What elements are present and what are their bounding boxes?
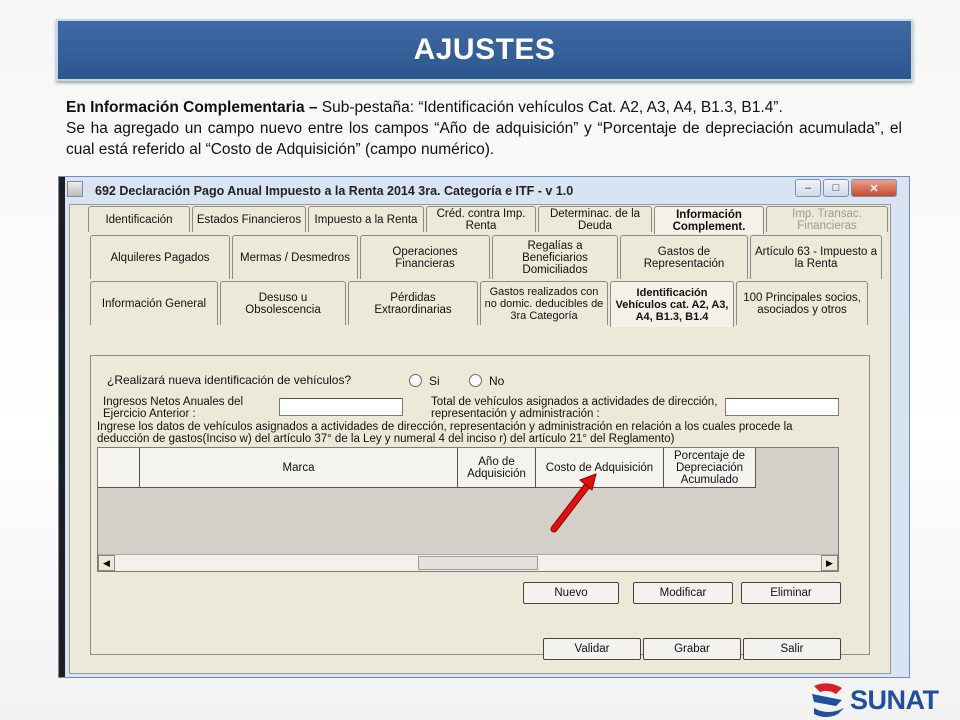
tab-impuesto-renta[interactable]: Impuesto a la Renta: [308, 206, 424, 232]
grid-header-costo[interactable]: Costo de Adquisición: [536, 448, 664, 488]
tab-perdidas-extraordinarias[interactable]: Pérdidas Extraordinarias: [348, 281, 478, 325]
eliminar-button[interactable]: Eliminar: [741, 582, 841, 604]
tab-articulo-63[interactable]: Artículo 63 - Impuesto a la Renta: [750, 235, 882, 279]
modificar-button[interactable]: Modificar: [633, 582, 733, 604]
scroll-thumb[interactable]: [418, 556, 538, 570]
grid-header-porcentaje[interactable]: Porcentaje de Depreciación Acumulado: [664, 448, 756, 488]
validar-button[interactable]: Validar: [543, 638, 641, 660]
grid-horizontal-scrollbar[interactable]: [98, 554, 838, 571]
question-label: ¿Realizará nueva identificación de vehículos?: [107, 373, 352, 387]
tab-identificacion[interactable]: Identificación: [88, 206, 190, 232]
window-controls: [795, 179, 897, 197]
scroll-left-icon[interactable]: ◀: [98, 555, 115, 571]
window-title: 692 Declaración Pago Anual Impuesto a la Renta 2014 3ra. Categoría e ITF - v 1.0: [95, 184, 574, 198]
paragraph-1-bold: En Información Complementaria –: [66, 99, 318, 116]
slide-title: [56, 19, 913, 81]
tab-alquileres-pagados[interactable]: Alquileres Pagados: [90, 235, 230, 279]
minimize-button[interactable]: –: [795, 179, 821, 197]
tab-gastos-representacion[interactable]: Gastos de Representación: [620, 235, 748, 279]
slide-description: [66, 97, 902, 160]
radio-si-label: Si: [429, 374, 440, 388]
ingresos-netos-label: Ingresos Netos Anuales del Ejercicio Anterior :: [103, 396, 244, 420]
ingresos-netos-input[interactable]: [279, 398, 403, 416]
sunat-logo-text: SUNAT: [850, 684, 939, 715]
vehicles-grid[interactable]: [97, 447, 839, 572]
tab-desuso-obsolescencia[interactable]: Desuso u Obsolescencia: [220, 281, 346, 325]
tab-operaciones-financieras[interactable]: Operaciones Financieras: [360, 235, 490, 279]
tab-cred-contra-imp[interactable]: Créd. contra Imp. Renta: [426, 206, 536, 232]
sunat-logo: [806, 680, 960, 720]
salir-button[interactable]: Salir: [743, 638, 841, 660]
paragraph-1-rest: Sub-pestaña: “Identificación vehículos Cat. A2, A3, A4, B1.3, B1.4”.: [317, 99, 783, 116]
tab-determinac-deuda[interactable]: Determinac. de la Deuda: [538, 206, 652, 232]
instructions-text: Ingrese los datos de vehículos asignados a actividades de dirección, representación y administración en relación a los cuales procede la deducción de gastos(Inciso w) del artículo 37° de la Ley y numeral 4 del inciso r) del artículo 21° del Reglamento): [97, 421, 793, 445]
radio-si[interactable]: [409, 374, 422, 387]
grid-header-blank: [98, 448, 140, 488]
tab-informacion-general[interactable]: Información General: [90, 281, 218, 325]
tab-regalias-beneficiarios[interactable]: Regalías a Beneficiarios Domiciliados: [492, 235, 618, 279]
total-vehiculos-input[interactable]: [725, 398, 839, 416]
paragraph-2: Se ha agregado un campo nuevo entre los campos “Año de adquisición” y “Porcentaje de depreciación acumulada”, el cual está referido al “Costo de Adquisición” (campo numérico).: [66, 120, 902, 158]
tab-mermas-desmedros[interactable]: Mermas / Desmedros: [232, 235, 358, 279]
slide-title-text: AJUSTES: [413, 33, 556, 66]
radio-no-label: No: [489, 374, 505, 388]
nuevo-button[interactable]: Nuevo: [523, 582, 619, 604]
tab-100-principales[interactable]: 100 Principales socios, asociados y otros: [736, 281, 868, 325]
grid-header-anio[interactable]: Año de Adquisición: [458, 448, 536, 488]
tab-identificacion-vehiculos[interactable]: Identificación Vehículos cat. A2, A3, A4, B1.3, B1.4: [610, 281, 734, 327]
total-vehiculos-label: Total de vehículos asignados a actividades de dirección, representación y administración :: [431, 396, 718, 420]
tab-imp-transac-financieras[interactable]: Imp. Transac. Financieras: [766, 206, 888, 232]
restore-button[interactable]: □: [823, 179, 849, 197]
tab-informacion-complement[interactable]: Información Complement.: [654, 206, 764, 234]
app-window: [58, 176, 910, 678]
tab-gastos-no-domic[interactable]: Gastos realizados con no domic. deducibles de 3ra Categoría: [480, 281, 608, 325]
scroll-right-icon[interactable]: ▶: [821, 555, 838, 571]
close-button[interactable]: ✕: [851, 179, 897, 197]
sunat-logo-icon: [806, 680, 850, 720]
window-edge: [59, 177, 65, 677]
grabar-button[interactable]: Grabar: [643, 638, 741, 660]
tab-estados-financieros[interactable]: Estados Financieros: [192, 206, 306, 232]
paragraph-1: [66, 97, 902, 118]
grid-header-marca[interactable]: Marca: [140, 448, 458, 488]
radio-no[interactable]: [469, 374, 482, 387]
